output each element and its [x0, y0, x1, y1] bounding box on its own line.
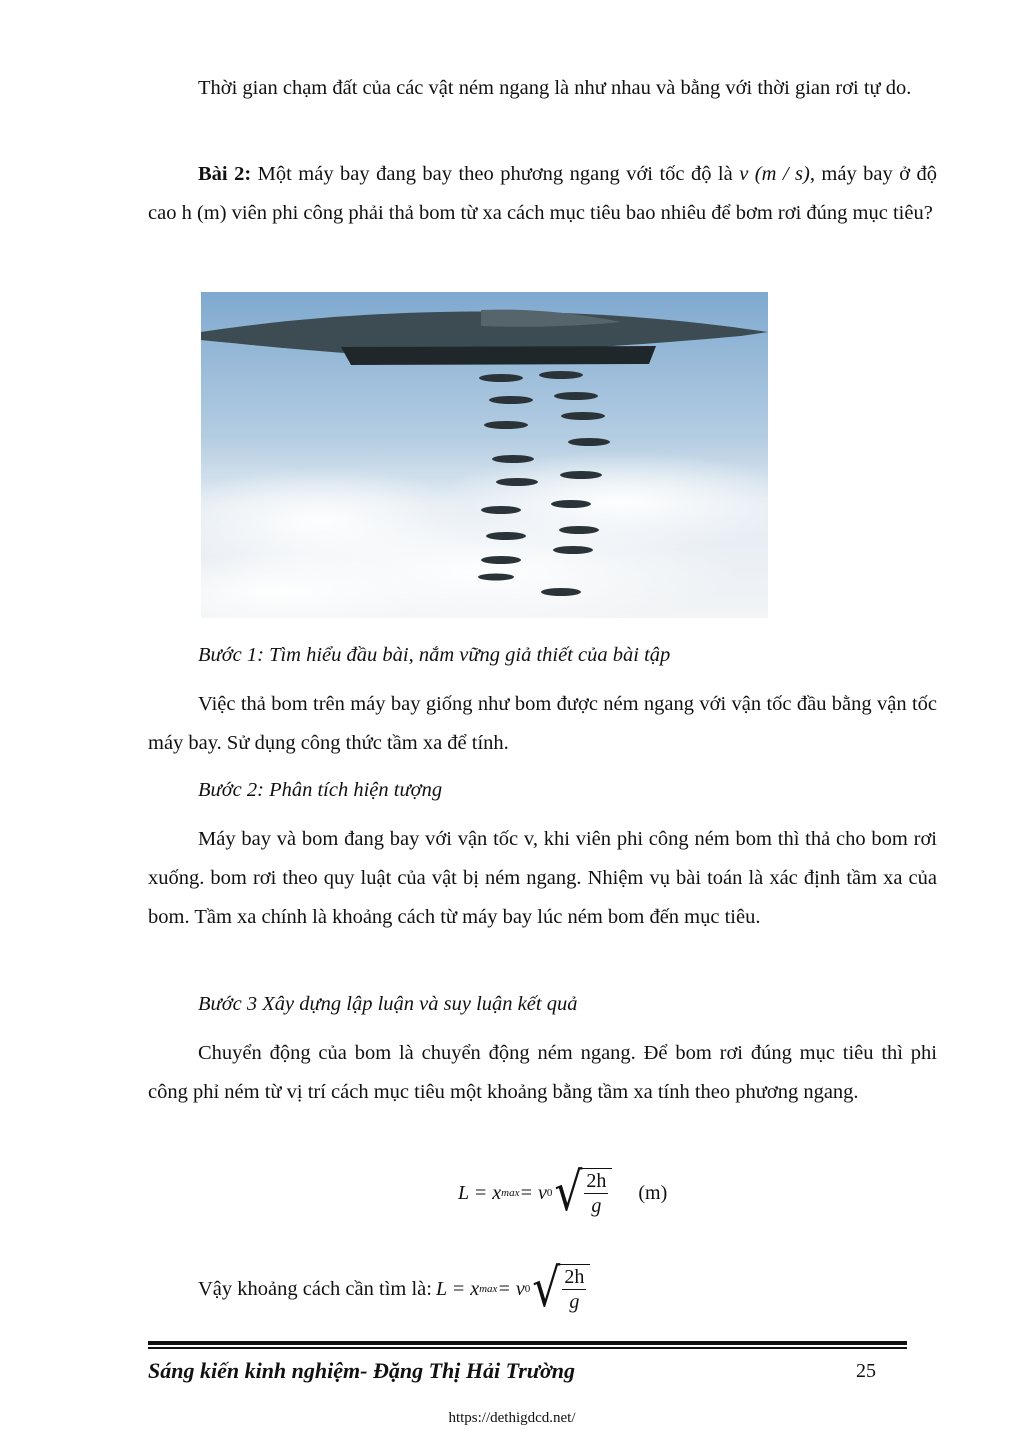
sqrt-symbol: √: [532, 1257, 561, 1319]
answer-formula: L = x max = v 0 √ $\frac{2h}{g}$: [436, 1264, 590, 1314]
page-number: 25: [856, 1360, 876, 1382]
sqrt-symbol: √: [554, 1161, 583, 1223]
formula-unit: (m): [638, 1181, 668, 1204]
paragraph-bomb-release: Việc thả bom trên máy bay giống như bom được ném ngang với vận tốc đầu bằng vận tốc máy bay. Sử dụng công thức tầm xa để tính.: [148, 693, 937, 754]
bomber-photo: [201, 292, 768, 618]
paragraph-conclusion: Chuyển động của bom là chuyển động ném ngang. Để bom rơi đúng mục tiêu thì phi công phỉ ném từ vị trí cách mục tiêu một khoảng bằng tầm xa tính theo phương ngang.: [148, 1042, 937, 1103]
footer-rule-thick: [148, 1341, 907, 1345]
paragraph-free-fall-time: Thời gian chạm đất của các vật ném ngang là như nhau và bằng với thời gian rơi tự do.: [198, 77, 912, 99]
exercise-label: Bài 2:: [198, 163, 252, 185]
range-formula: L = x max = v 0 √ $\frac{2h}{g}$ (m): [458, 1161, 668, 1223]
step-1-heading: Bước 1: Tìm hiểu đầu bài, nắm vững giả thiết của bài tập: [198, 644, 671, 666]
sqrt-fraction: √ $\frac{2h}{g}$: [552, 1168, 612, 1218]
step-2-heading: Bước 2: Phân tích hiện tượng: [198, 779, 443, 801]
paragraph-analysis: Máy bay và bom đang bay với vận tốc v, khi viên phi công ném bom thì thả cho bom rơi xuống. bom rơi theo quy luật của vật bị ném ngang. Nhiệm vụ bài toán là xác định tầm xa của bom. Tầm xa chính là khoảng cách từ máy bay lúc ném bom đến mục tiêu.: [148, 828, 937, 928]
paragraph-exercise-2: Bài 2: Một máy bay đang bay theo phương ngang với tốc độ là v (m / s), máy bay ở độ cao h (m) viên phi công phải thả bom từ xa cách mục tiêu bao nhiêu để bơm rơi đúng mục tiêu?: [148, 163, 938, 224]
velocity-unit: v (m / s): [739, 163, 810, 185]
step-3-heading: Bước 3 Xây dựng lập luận và suy luận kết quả: [198, 993, 578, 1015]
paragraph-answer: Vậy khoảng cách cần tìm là: L = x max = v 0 √ $\frac{2h}{g}$: [198, 1264, 590, 1314]
footer-rule-thin: [148, 1347, 907, 1349]
footer-title: Sáng kiến kinh nghiệm- Đặng Thị Hải Trường: [148, 1358, 575, 1383]
source-url[interactable]: https://dethigdcd.net/: [448, 1410, 576, 1426]
